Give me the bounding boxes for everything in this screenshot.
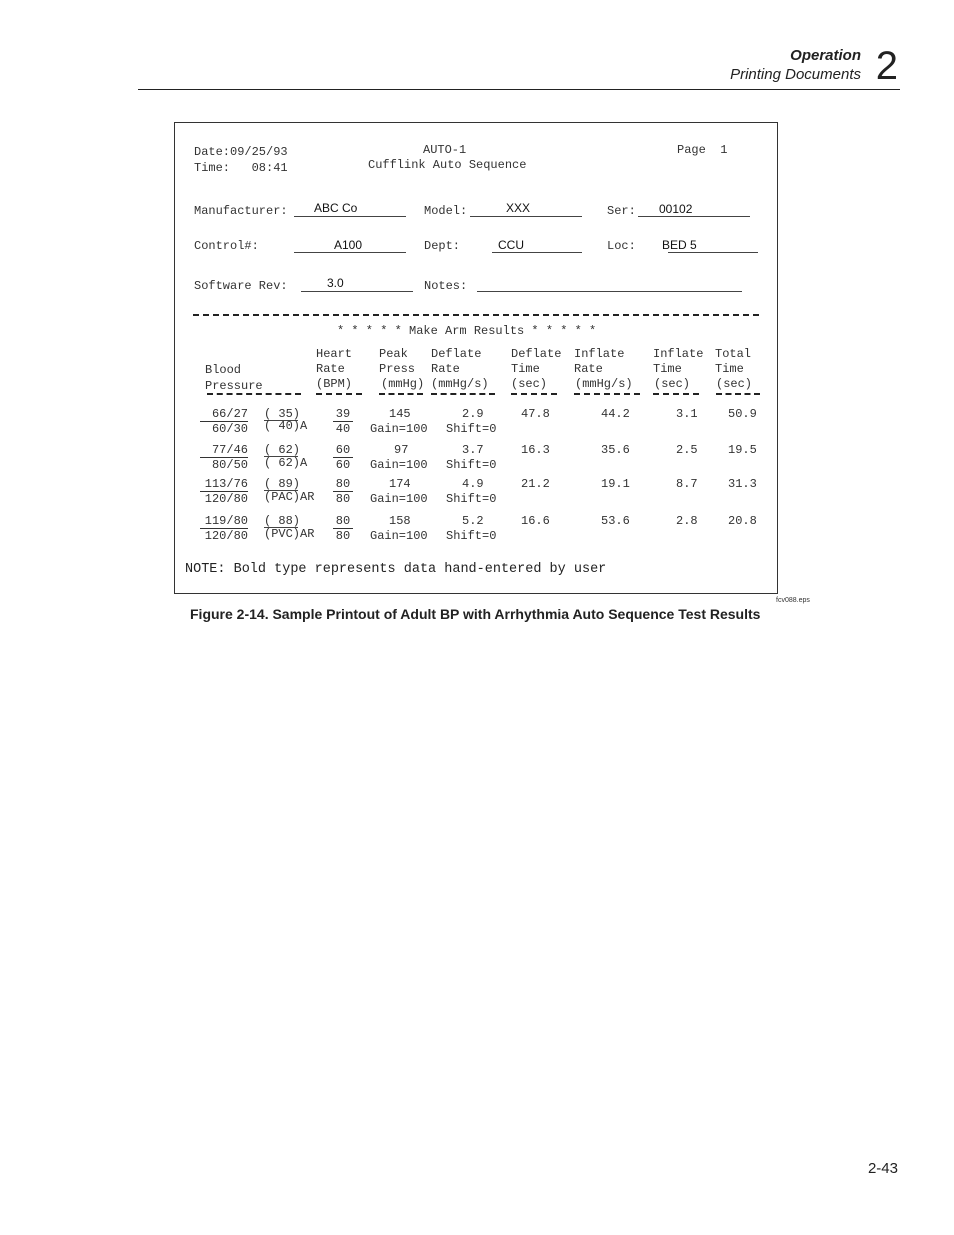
total-time: 20.8 [728, 514, 757, 528]
printout-note: NOTE: Bold type represents data hand-entered by user [185, 562, 607, 577]
header-rule [138, 89, 900, 90]
col-hr-l1: Heart [316, 347, 353, 361]
inflate-time: 8.7 [676, 477, 698, 491]
hr-entered: ( 88) [264, 514, 301, 528]
dept-fill-line [492, 252, 582, 253]
figure-filename: fcv088.eps [776, 597, 810, 604]
model-label: Model: [424, 204, 468, 218]
total-time: 50.9 [728, 407, 757, 421]
gain: Gain=100 [370, 529, 428, 543]
col-bp-l3: Pressure [205, 379, 263, 393]
col-deflrate-l2: Rate [431, 362, 460, 376]
col-hr-l2: Rate [316, 362, 345, 376]
bp-fraction: $\frac{66/27}{60/30}$ [200, 407, 248, 436]
rate-fraction: $\frac{39}{40}$ [333, 407, 353, 436]
col-infltime-l3: (sec) [654, 377, 691, 391]
deflate-rate: 5.2 [462, 514, 484, 528]
col-inflrate-l1: Inflate [574, 347, 625, 361]
hr-measured: ( 62)A [264, 456, 308, 470]
subsection-title: Printing Documents [730, 66, 861, 83]
col-deflrate-l1: Deflate [431, 347, 482, 361]
hr-entered: ( 62) [264, 443, 301, 457]
manufacturer-value: ABC Co [314, 201, 358, 215]
section-title: Operation [790, 47, 861, 64]
col-underline [653, 393, 699, 395]
bp-fraction: $\frac{113/76}{120/80}$ [200, 477, 248, 506]
inflate-rate: 19.1 [601, 477, 630, 491]
col-inflrate-l2: Rate [574, 362, 603, 376]
gain: Gain=100 [370, 422, 428, 436]
control-label: Control#: [194, 239, 259, 253]
col-peak-l3: (mmHg) [381, 377, 425, 391]
sequence-name: AUTO-1 [423, 143, 467, 157]
rate-fraction: $\frac{80}{80}$ [333, 514, 353, 543]
hr-measured: (PVC)AR [264, 527, 315, 541]
model-fill-line [470, 216, 582, 217]
shift: Shift=0 [446, 458, 497, 472]
inflate-time: 2.5 [676, 443, 698, 457]
page-number: 2-43 [867, 1160, 898, 1177]
results-title: * * * * * Make Arm Results * * * * * [337, 324, 597, 338]
col-defltime-l1: Deflate [511, 347, 562, 361]
total-time: 31.3 [728, 477, 757, 491]
col-bp-l2: Blood [205, 363, 242, 377]
col-peak-l1: Peak [379, 347, 408, 361]
model-value: XXX [506, 201, 531, 215]
deflate-rate: 2.9 [462, 407, 484, 421]
deflate-rate: 4.9 [462, 477, 484, 491]
col-underline [716, 393, 760, 395]
col-inflrate-l3: (mmHg/s) [575, 377, 633, 391]
col-underline [511, 393, 557, 395]
col-underline [379, 393, 423, 395]
col-infltime-l2: Time [653, 362, 682, 376]
printout-date: Date:09/25/93 [194, 145, 288, 159]
col-underline [431, 393, 495, 395]
col-total-l3: (sec) [716, 377, 753, 391]
shift: Shift=0 [446, 492, 497, 506]
col-infltime-l1: Inflate [653, 347, 704, 361]
gain: Gain=100 [370, 458, 428, 472]
dept-label: Dept: [424, 239, 461, 253]
col-total-l1: Total [715, 347, 752, 361]
hr-entered: ( 35) [264, 407, 301, 421]
software-label: Software Rev: [194, 279, 288, 293]
deflate-time: 21.2 [521, 477, 550, 491]
col-underline [574, 393, 640, 395]
col-underline [207, 393, 301, 395]
col-underline [316, 393, 362, 395]
shift: Shift=0 [446, 529, 497, 543]
control-value: A100 [334, 238, 363, 252]
deflate-rate: 3.7 [462, 443, 484, 457]
gain: Gain=100 [370, 492, 428, 506]
rate-fraction: $\frac{80}{80}$ [333, 477, 353, 506]
control-fill-line [294, 252, 406, 253]
total-time: 19.5 [728, 443, 757, 457]
peak-press: 158 [389, 514, 411, 528]
ser-label: Ser: [607, 204, 636, 218]
inflate-time: 3.1 [676, 407, 698, 421]
col-total-l2: Time [715, 362, 744, 376]
inflate-time: 2.8 [676, 514, 698, 528]
deflate-time: 47.8 [521, 407, 550, 421]
inflate-rate: 53.6 [601, 514, 630, 528]
col-hr-l3: (BPM) [316, 377, 353, 391]
ser-value: 00102 [659, 202, 693, 216]
notes-fill-line [477, 291, 742, 292]
bp-fraction: $\frac{77/46}{80/50}$ [200, 443, 248, 472]
figure-caption: Figure 2-14. Sample Printout of Adult BP with Arrhythmia Auto Sequence Test Results [190, 606, 761, 622]
section-separator [193, 314, 759, 316]
manufacturer-fill-line [294, 216, 406, 217]
software-value: 3.0 [327, 276, 344, 290]
loc-label: Loc: [607, 239, 636, 253]
printout-time: Time: 08:41 [194, 161, 288, 175]
inflate-rate: 44.2 [601, 407, 630, 421]
shift: Shift=0 [446, 422, 497, 436]
ser-fill-line [638, 216, 750, 217]
software-fill-line [301, 291, 413, 292]
col-deflrate-l3: (mmHg/s) [431, 377, 489, 391]
printout-page: Page 1 [677, 143, 728, 157]
dept-value: CCU [498, 238, 524, 252]
hr-measured: (PAC)AR [264, 490, 315, 504]
hr-entered: ( 89) [264, 477, 301, 491]
peak-press: 174 [389, 477, 411, 491]
chapter-number: 2 [875, 44, 898, 88]
bp-fraction: $\frac{119/80}{120/80}$ [200, 514, 248, 543]
rate-fraction: $\frac{60}{60}$ [333, 443, 353, 472]
col-defltime-l2: Time [511, 362, 540, 376]
hr-measured: ( 40)A [264, 419, 308, 433]
col-defltime-l3: (sec) [511, 377, 548, 391]
peak-press: 145 [389, 407, 411, 421]
col-peak-l2: Press [379, 362, 416, 376]
manufacturer-label: Manufacturer: [194, 204, 288, 218]
inflate-rate: 35.6 [601, 443, 630, 457]
notes-label: Notes: [424, 279, 468, 293]
sequence-title: Cufflink Auto Sequence [368, 158, 527, 172]
loc-fill-line [668, 252, 758, 253]
peak-press: 97 [394, 443, 409, 457]
loc-value: BED 5 [662, 238, 697, 252]
deflate-time: 16.6 [521, 514, 550, 528]
deflate-time: 16.3 [521, 443, 550, 457]
